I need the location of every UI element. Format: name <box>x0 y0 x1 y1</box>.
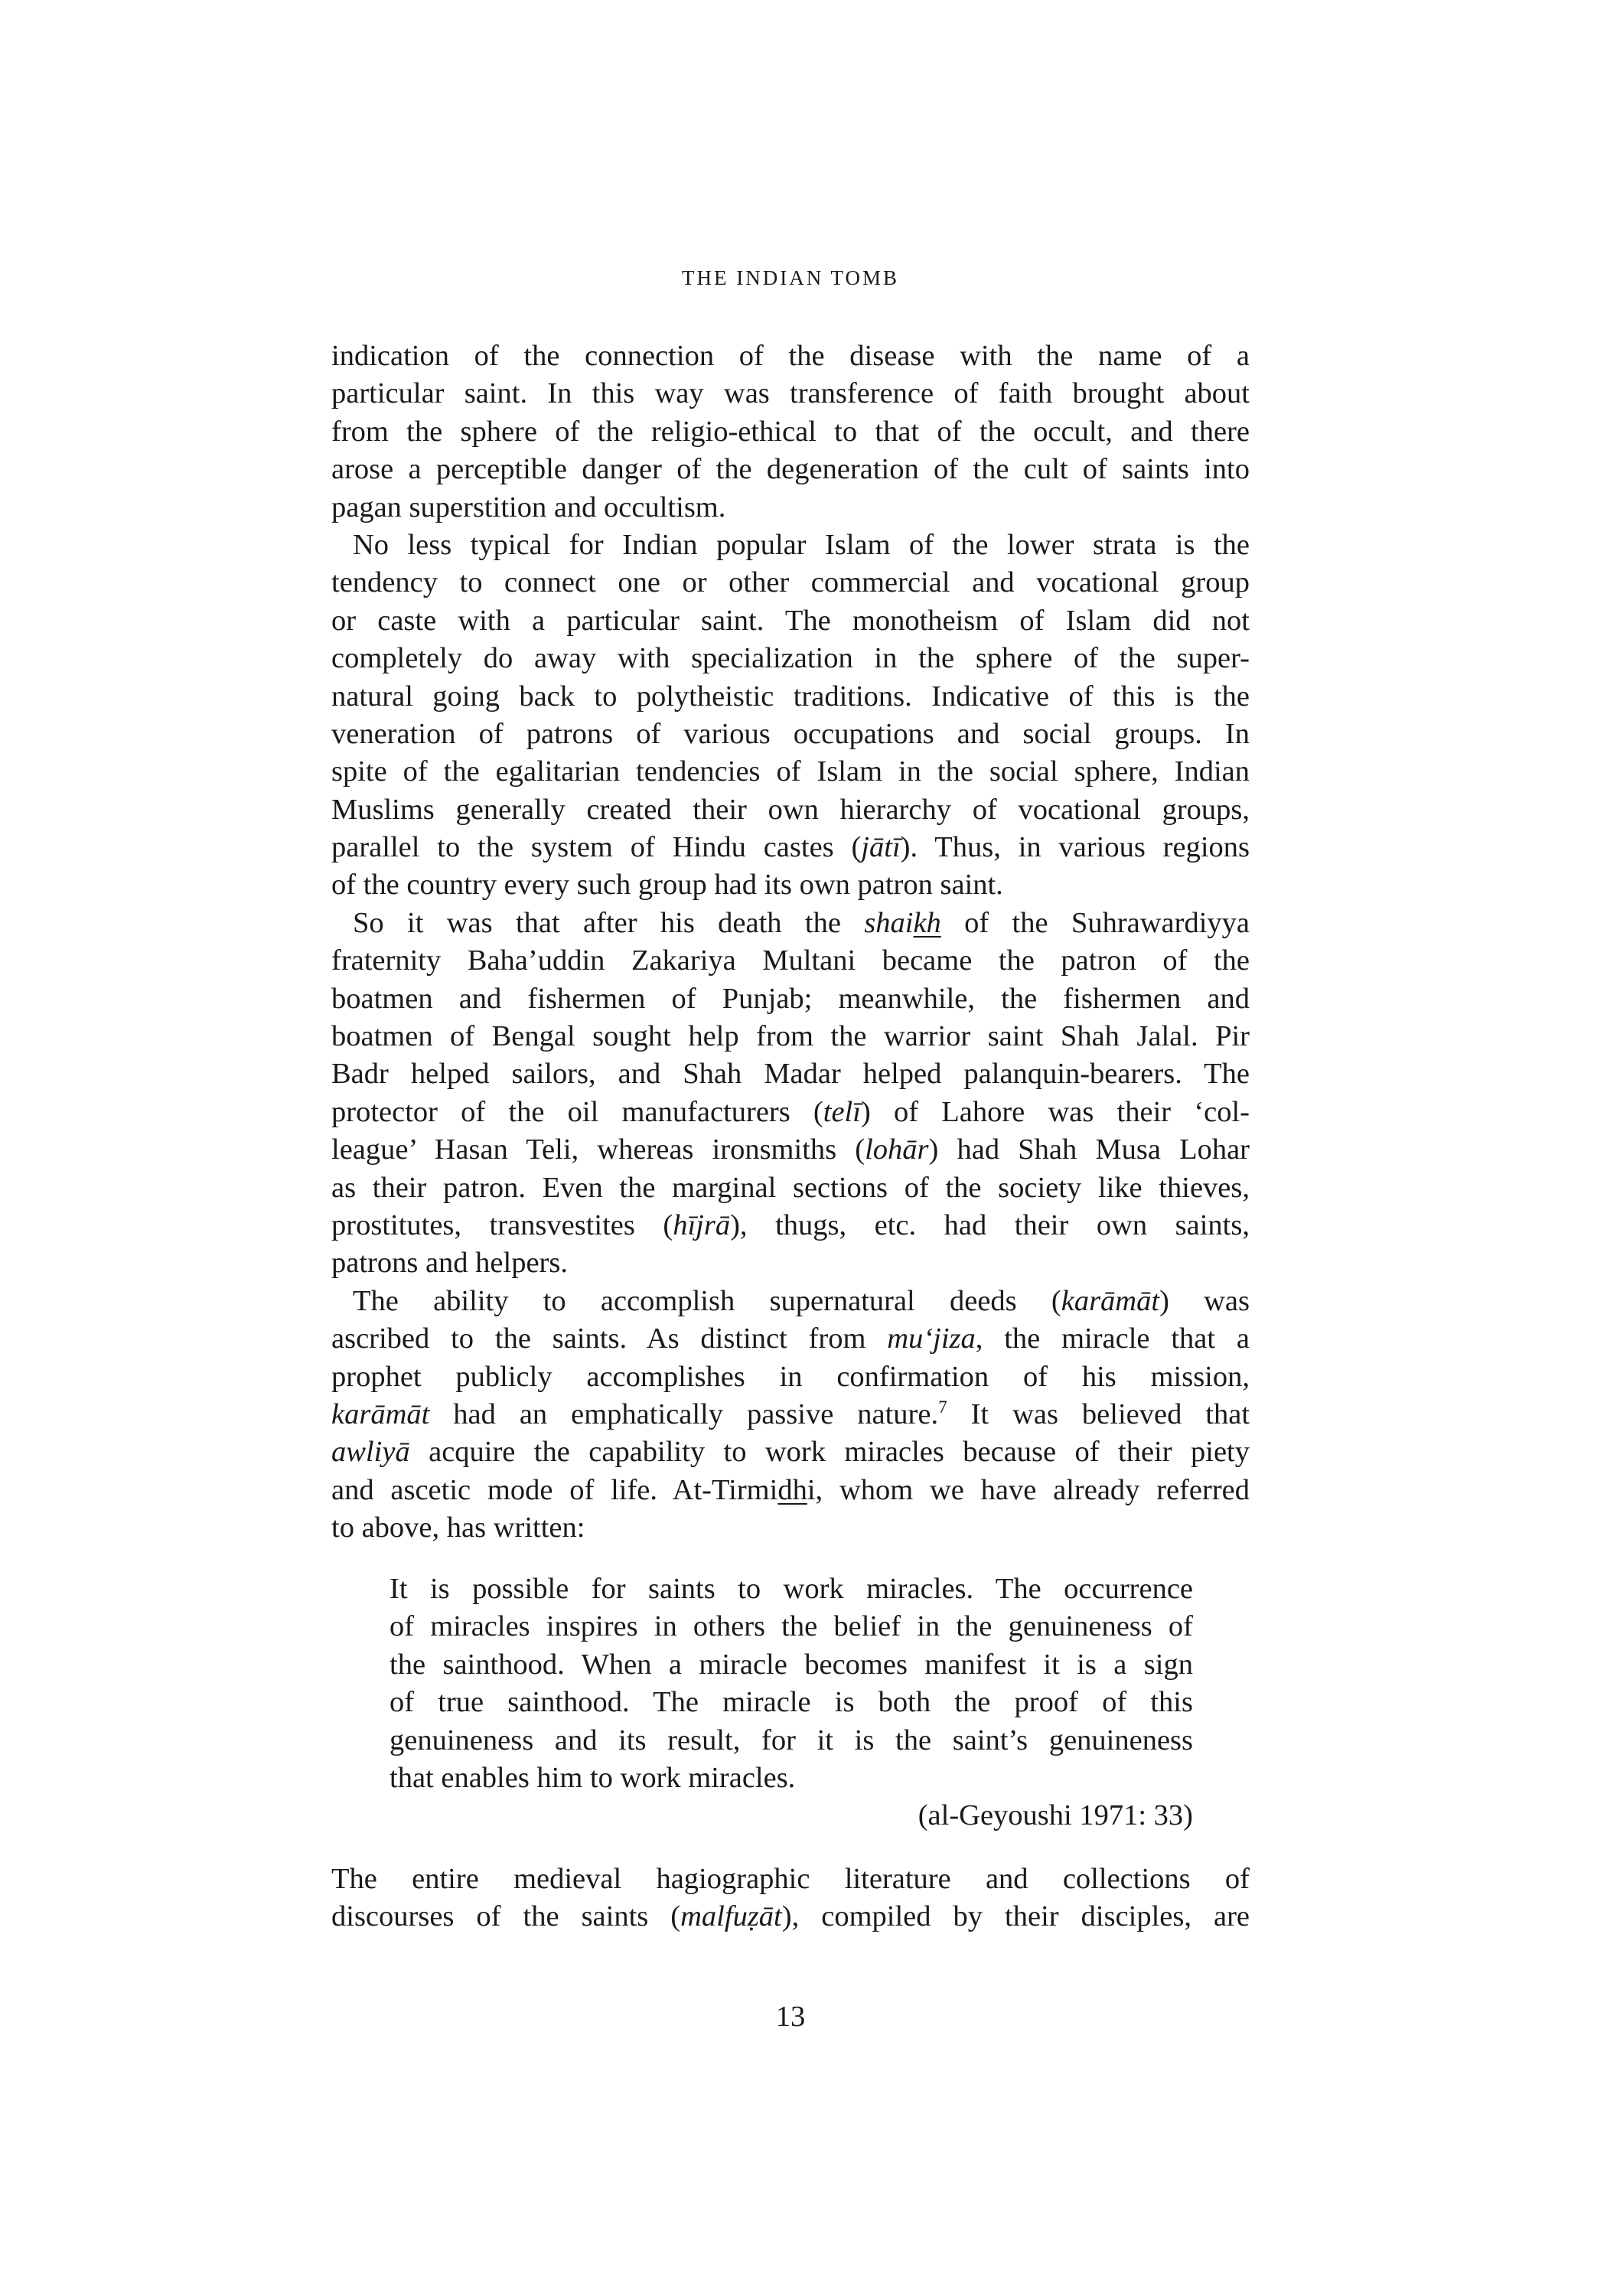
text-line <box>331 1861 1250 1898</box>
paragraph <box>331 527 1250 905</box>
text-run: pagan superstition and occultism. <box>331 491 726 523</box>
footnote-marker: 7 <box>938 1397 947 1417</box>
text-run: ) was <box>1159 1284 1250 1317</box>
emphasized-term: mu‘jiza <box>887 1322 976 1355</box>
text-line <box>331 980 1250 1018</box>
text-run: and ascetic mode of life. At-Tirmi <box>331 1473 778 1506</box>
text-line <box>331 1018 1250 1055</box>
emphasized-term: malfuẓāt <box>680 1900 782 1933</box>
text-line <box>331 1283 1250 1320</box>
text-run: league’ Hasan Teli, whereas ironsmiths ( <box>331 1133 865 1166</box>
text-run: veneration of patrons of various occupations and social groups. In <box>331 717 1250 750</box>
emphasized-term: telī <box>823 1095 861 1128</box>
text-run: ) had Shah Musa Lohar <box>928 1133 1250 1166</box>
text-run: completely do away with specialization in the sphere of the super- <box>331 642 1250 675</box>
text-line <box>331 1244 1250 1282</box>
text-run: had an emphatically passive nature. <box>429 1397 939 1430</box>
text-run: So it was that after his death the <box>353 906 865 939</box>
text-line <box>331 1509 1250 1547</box>
text-run: of the country every such group had its own patron saint. <box>331 869 1003 902</box>
running-head: THE INDIAN TOMB <box>682 266 899 289</box>
text-run: ). Thus, in various regions <box>900 831 1250 864</box>
text-run: from the sphere of the religio-ethical to that of the occult, and there <box>331 415 1250 448</box>
text-line <box>390 1722 1193 1760</box>
text-run: patrons and helpers. <box>331 1247 568 1280</box>
text-run: that enables him to work miracles. <box>390 1761 796 1794</box>
emphasized-term: lohār <box>865 1133 929 1166</box>
emphasized-term: awliyā <box>331 1436 410 1469</box>
text-line <box>331 829 1250 866</box>
text-run: prostitutes, transvestites ( <box>331 1208 673 1241</box>
text-run: of true sainthood. The miracle is both the proof of this <box>390 1686 1193 1719</box>
text-line <box>331 1433 1250 1471</box>
text-run: fraternity Baha’uddin Zakariya Multani became the patron of the <box>331 944 1250 977</box>
text-line <box>331 1055 1250 1093</box>
text-line <box>331 942 1250 980</box>
emphasized-term: dh <box>777 1473 807 1506</box>
text-run: Badr helped sailors, and Shah Madar helped palanquin-bearers. The <box>331 1058 1250 1091</box>
text-run: It was believed that <box>947 1397 1250 1430</box>
paragraph <box>331 1283 1250 1548</box>
text-run: parallel to the system of Hindu castes ( <box>331 831 862 864</box>
text-run: as their patron. Even the marginal sections of the society like thieves, <box>331 1171 1250 1204</box>
text-run: ), thugs, etc. had their own saints, <box>730 1208 1250 1241</box>
text-line <box>331 489 1250 527</box>
text-run: Muslims generally created their own hierarchy of vocational groups, <box>331 793 1250 826</box>
text-line <box>331 527 1250 564</box>
text-run: natural going back to polytheistic traditions. Indicative of this is the <box>331 680 1250 713</box>
text-run: discourses of the saints ( <box>331 1900 681 1933</box>
text-run: No less typical for Indian popular Islam of the lower strata is the <box>353 528 1250 561</box>
text-line <box>331 564 1250 602</box>
text-line <box>331 375 1250 413</box>
text-run: spite of the egalitarian tendencies of Islam in the social sphere, Indian <box>331 755 1250 788</box>
text-run: acquire the capability to work miracles because of their piety <box>409 1436 1250 1469</box>
final-paragraph <box>331 1861 1250 1936</box>
text-run: i, whom we have already referred <box>807 1473 1250 1506</box>
text-run: genuineness and its result, for it is the saint’s genuineness <box>390 1724 1193 1756</box>
text-run: ), compiled by their disciples, are <box>781 1900 1250 1933</box>
text-line <box>390 1760 1193 1797</box>
quote-lines <box>390 1570 1193 1797</box>
text-line <box>331 1320 1250 1358</box>
emphasized-term: hījrā <box>673 1208 731 1241</box>
quote-citation: (al-Geyoushi 1971: 33) <box>918 1799 1193 1832</box>
text-line <box>331 716 1250 753</box>
text-line <box>390 1570 1193 1608</box>
text-run: of the Suhrawardiyya <box>940 906 1250 939</box>
text-line <box>331 1472 1250 1509</box>
text-line <box>390 1684 1193 1721</box>
text-line <box>331 640 1250 677</box>
emphasized-term: karāmāt <box>1061 1284 1160 1317</box>
text-run: of miracles inspires in others the belief in the genuineness of <box>390 1610 1193 1643</box>
text-line <box>331 451 1250 488</box>
paragraph <box>331 905 1250 1283</box>
text-run: or caste with a particular saint. The monotheism of Islam did not <box>331 604 1250 637</box>
text-run: tendency to connect one or other commercial and vocational group <box>331 566 1250 599</box>
text-run: prophet publicly accomplishes in confirmation of his mission, <box>331 1360 1250 1393</box>
text-run: ascribed to the saints. As distinct from <box>331 1322 888 1355</box>
text-line <box>390 1608 1193 1645</box>
text-line <box>331 753 1250 791</box>
text-run: to above, has written: <box>331 1512 585 1544</box>
emphasized-term: shai <box>864 906 914 939</box>
text-run: protector of the oil manufacturers ( <box>331 1095 823 1128</box>
text-line <box>331 678 1250 716</box>
text-run: indication of the connection of the disease with the name of a <box>331 340 1250 372</box>
text-line <box>331 866 1250 904</box>
text-line <box>331 1207 1250 1244</box>
emphasized-term: karāmāt <box>331 1397 430 1430</box>
text-line <box>331 1131 1250 1169</box>
text-run: , the miracle that a <box>975 1322 1250 1355</box>
text-line <box>331 1169 1250 1207</box>
text-run: the sainthood. When a miracle becomes manifest it is a sign <box>390 1648 1193 1681</box>
emphasized-term: jātī <box>861 831 901 864</box>
emphasized-term: kh <box>913 906 941 939</box>
text-run: boatmen and fishermen of Punjab; meanwhile, the fishermen and <box>331 982 1250 1015</box>
text-line <box>331 602 1250 640</box>
text-run: arose a perceptible danger of the degeneration of the cult of saints into <box>331 453 1250 486</box>
text-line <box>331 1358 1250 1396</box>
text-run: ) of Lahore was their ‘col- <box>860 1095 1250 1128</box>
block-quote <box>390 1570 1193 1835</box>
page-number: 13 <box>775 2001 806 2033</box>
text-line <box>331 1898 1250 1936</box>
text-run: boatmen of Bengal sought help from the warrior saint Shah Jalal. Pir <box>331 1020 1250 1053</box>
text-line <box>331 1396 1250 1433</box>
text-run: particular saint. In this way was transference of faith brought about <box>331 377 1250 410</box>
text-run: The entire medieval hagiographic literature and collections of <box>331 1863 1250 1895</box>
text-line <box>331 338 1250 375</box>
text-line <box>331 791 1250 829</box>
text-line <box>331 413 1250 451</box>
text-line <box>331 905 1250 942</box>
main-text <box>331 338 1250 1548</box>
text-line <box>331 1094 1250 1131</box>
text-run: The ability to accomplish supernatural deeds ( <box>353 1284 1061 1317</box>
paragraph <box>331 338 1250 527</box>
text-line <box>390 1646 1193 1684</box>
text-run: It is possible for saints to work miracles. The occurrence <box>390 1573 1193 1605</box>
